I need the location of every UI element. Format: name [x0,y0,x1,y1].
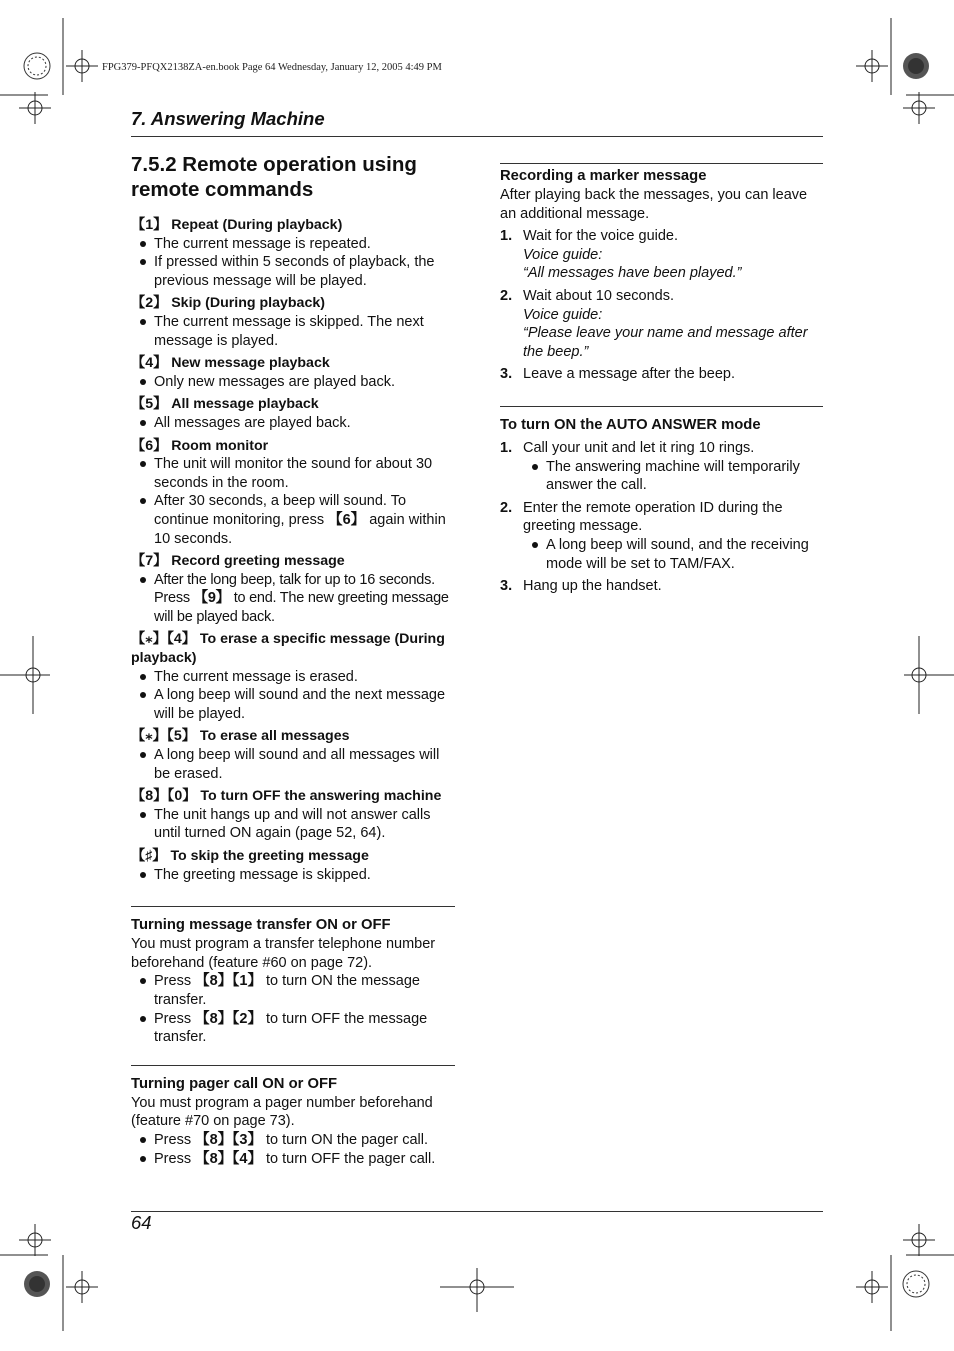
subsection-title: Turning message transfer ON or OFF [131,917,391,934]
command-record-greeting [131,552,455,626]
footer-rule [131,1211,823,1212]
step-item: 3. Leave a message after the beep. [500,366,736,383]
page-number: 64 [131,1212,152,1233]
step-item: 3. Hang up the handset. [500,578,662,595]
left-column [131,152,455,1168]
subsection-title: Turning pager call ON or OFF [131,1075,338,1092]
voice-guide-label: Voice guide: [523,306,603,323]
right-column [500,163,823,600]
bullet-list [131,455,455,548]
bullet-list [131,235,455,291]
bullet-list [523,536,823,573]
list-item: After 30 seconds, a beep will sound. To continue monitoring, press 【6】 again within 10 seconds. [131,492,455,548]
command-skip [131,294,455,350]
voice-guide-text: “All messages have been played.” [523,265,742,282]
bullet-list [131,414,455,433]
command-heading: 【⁎】【4】 To erase a specific message (During playback) [131,631,445,667]
list-item: The answering machine will temporarily answer the call. [523,458,823,495]
bullet-list [131,1131,455,1168]
command-skip-greeting [131,847,455,884]
list-item: The unit will monitor the sound for about 30 seconds in the room. [131,455,455,492]
list-item: Press 【8】【4】 to turn OFF the pager call. [131,1150,455,1169]
command-heading: 【8】【0】 To turn OFF the answering machine [131,788,442,805]
auto-answer-section [500,406,823,596]
list-item: After the long beep, talk for up to 16 seconds. Press 【9】 to end. The new greeting message will be played back. [131,571,455,627]
print-info: FPG379-PFQX2138ZA-en.book Page 64 Wednesday, January 12, 2005 4:49 PM [102,62,442,73]
list-item: Press 【8】【2】 to turn OFF the message transfer. [131,1010,455,1047]
marker-message-section [500,163,823,384]
list-item: The current message is skipped. The next message is played. [131,313,455,350]
section-header: 7. Answering Machine [131,108,325,129]
list-item: If pressed within 5 seconds of playback, the previous message will be played. [131,253,455,290]
bullet-list [523,458,823,495]
subsection-title: Recording a marker message [500,168,707,184]
command-room-monitor [131,437,455,549]
list-item: Press 【8】【3】 to turn ON the pager call. [131,1131,455,1150]
bullet-list [131,313,455,350]
command-heading: 【6】 Room monitor [131,437,269,454]
command-heading: 【5】 All message playback [131,396,319,413]
list-item: The unit hangs up and will not answer calls until turned ON again (page 52, 64). [131,806,455,843]
command-answering-off [131,787,455,843]
list-item: A long beep will sound and the next message will be played. [131,686,455,723]
header-rule [131,136,823,137]
step-list [500,439,823,596]
list-item: The current message is repeated. [131,235,455,254]
step-list [500,227,823,384]
command-repeat [131,216,455,290]
command-heading: 【⁎】【5】 To erase all messages [131,728,350,745]
bullet-list [131,668,455,724]
bullet-list [131,571,455,627]
bullet-list [131,972,455,1046]
voice-guide-text: “Please leave your name and message after the beep.” [523,325,808,360]
subsection-title: To turn ON the AUTO ANSWER mode [500,416,761,433]
list-item: A long beep will sound, and the receiving mode will be set to TAM/FAX. [523,536,823,573]
subsection-intro: You must program a pager number beforehand (feature #70 on page 73). [131,1094,433,1130]
list-item: A long beep will sound and all messages will be erased. [131,746,455,783]
command-heading: 【2】 Skip (During playback) [131,295,325,312]
command-erase-all [131,727,455,783]
page-title: 7.5.2 Remote operation using remote commands [131,153,417,201]
subsection-intro: After playing back the messages, you can leave an additional message. [500,187,808,222]
bullet-list [131,746,455,783]
command-erase-specific [131,630,455,723]
list-item: Only new messages are played back. [131,373,455,392]
bullet-list [131,866,455,885]
list-item: Press 【8】【1】 to turn ON the message transfer. [131,972,455,1009]
step-item: 2. Enter the remote operation ID during the greeting message. A long beep will sound, and the receiving mode will be set to TAM/FAX. [500,499,823,573]
list-item: The current message is erased. [131,668,455,687]
list-item: The greeting message is skipped. [131,866,455,885]
pager-call-section [131,1065,455,1168]
step-item: 1. Call your unit and let it ring 10 rings. The answering machine will temporarily answer the call. [500,439,823,495]
subsection-intro: You must program a transfer telephone number beforehand (feature #60 on page 72). [131,936,436,971]
step-item: 1. Wait for the voice guide. Voice guide: “All messages have been played.” [500,227,823,283]
command-heading: 【7】 Record greeting message [131,553,345,570]
step-item: 2. Wait about 10 seconds. Voice guide: “Please leave your name and message after the beep.” [500,287,823,361]
bullet-list [131,373,455,392]
command-all-message [131,395,455,432]
command-heading: 【4】 New message playback [131,355,330,372]
voice-guide-label: Voice guide: [523,246,603,263]
command-heading: 【1】 Repeat (During playback) [131,217,343,233]
list-item: All messages are played back. [131,414,455,433]
bullet-list [131,806,455,843]
command-new-message [131,354,455,391]
command-heading: 【♯】 To skip the greeting message [131,848,369,864]
message-transfer-section [131,906,455,1047]
